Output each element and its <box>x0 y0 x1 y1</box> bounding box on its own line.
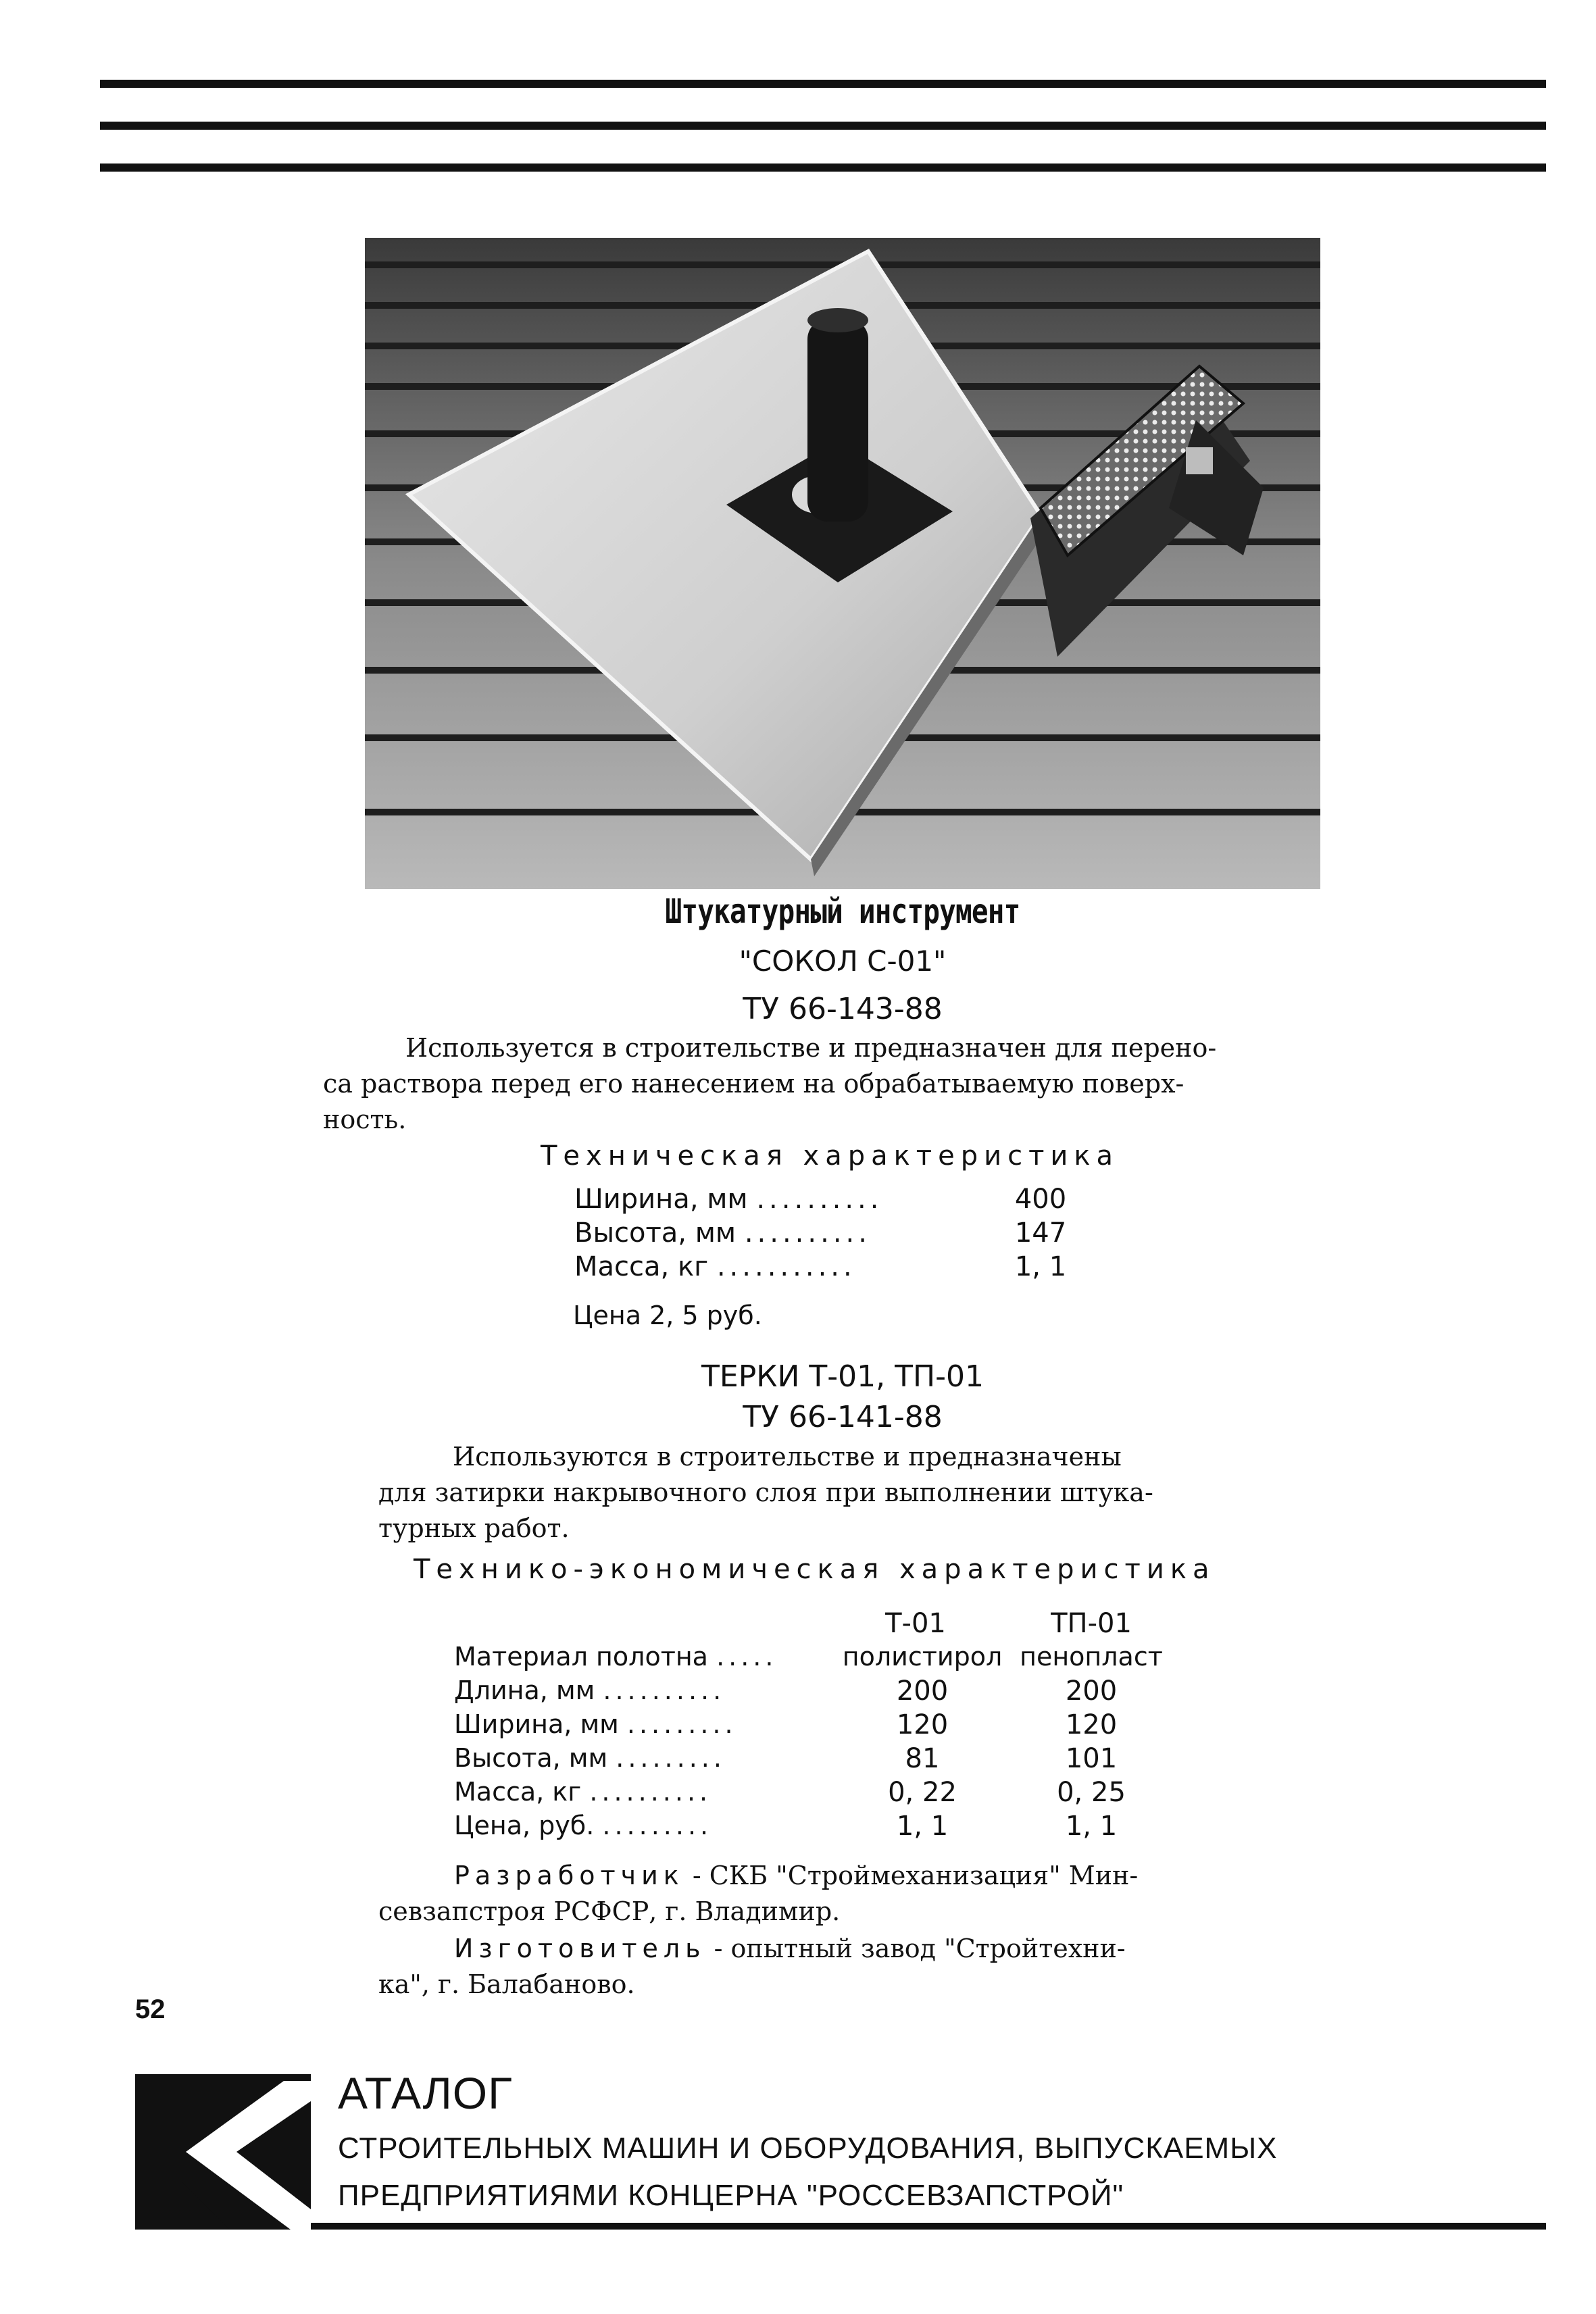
manufacturer-line2: ка", г. Балабаново. <box>378 1969 635 1999</box>
spec-dots: ......... <box>602 1811 713 1840</box>
spec-dots: .......... <box>603 1676 726 1705</box>
developer-line2: севзапстроя РСФСР, г. Владимир. <box>378 1896 841 1926</box>
spec-value: 400 <box>1014 1184 1067 1215</box>
spec-label: Ширина, мм <box>574 1184 748 1215</box>
spec-value-t01: 200 <box>896 1676 949 1707</box>
spec-value-tp01: 120 <box>1065 1709 1118 1740</box>
manufacturer-line1 <box>454 1931 1126 1966</box>
spec-value-t01: 1, 1 <box>896 1811 949 1842</box>
catalog-title: АТАЛОГ <box>338 2068 513 2118</box>
product2-tu: ТУ 66-141-88 <box>743 1400 943 1434</box>
product2-description-line3: турных работ. <box>378 1513 570 1543</box>
product1-spec-row <box>574 1217 871 1249</box>
spec-label: Масса, кг <box>574 1251 709 1282</box>
product2-description-line2: для затирки накрывочного слоя при выполнении штука- <box>378 1478 1153 1507</box>
spec-label: Ширина, мм <box>454 1709 619 1739</box>
product1-specs-heading: Техническая характеристика <box>541 1140 1120 1172</box>
catalog-subtitle-line2: ПРЕДПРИЯТИЯМИ КОНЦЕРНА "РОССЕВЗАПСТРОЙ" <box>338 2179 1124 2212</box>
catalog-k-logo <box>135 2074 311 2230</box>
spec-dots: .......... <box>756 1184 883 1215</box>
product1-description-line3: ность. <box>323 1105 407 1134</box>
product2-spec-row <box>454 1743 726 1773</box>
spec-dots: .......... <box>744 1217 871 1249</box>
spec-dots: ..... <box>716 1642 778 1671</box>
spec-label: Длина, мм <box>454 1676 595 1705</box>
product2-spec-row <box>454 1709 737 1739</box>
product-photo <box>365 238 1320 889</box>
catalog-subtitle-line1: СТРОИТЕЛЬНЫХ МАШИН И ОБОРУДОВАНИЯ, ВЫПУСКАЕМЫХ <box>338 2132 1278 2165</box>
product1-spec-row <box>574 1184 882 1215</box>
top-rule-3 <box>100 164 1546 172</box>
column-header-t01: Т-01 <box>885 1608 946 1639</box>
spec-label: Материал полотна <box>454 1642 708 1671</box>
spec-dots: ......... <box>626 1709 737 1739</box>
developer-text: - СКБ "Строймеханизация" Мин- <box>684 1861 1139 1890</box>
product1-tu: ТУ 66-143-88 <box>743 992 943 1026</box>
spec-value: 147 <box>1014 1217 1067 1249</box>
product1-price: Цена 2, 5 руб. <box>573 1301 762 1330</box>
spec-value: 1, 1 <box>1014 1251 1067 1282</box>
product2-specs-heading: Технико-экономическая характеристика <box>414 1554 1216 1585</box>
top-rule-1 <box>100 80 1546 88</box>
product2-description-line1: Используются в строительстве и предназначены <box>453 1442 1122 1472</box>
footer-rule <box>311 2223 1546 2230</box>
spec-value-tp01: 0, 25 <box>1057 1777 1126 1808</box>
spec-dots: .......... <box>589 1777 712 1807</box>
product1-title: Штукатурный инструмент <box>665 892 1020 931</box>
product1-model: "СОКОЛ С-01" <box>739 945 947 978</box>
page-number: 52 <box>135 1994 166 2024</box>
spec-label: Высота, мм <box>574 1217 737 1249</box>
spec-label: Высота, мм <box>454 1743 608 1773</box>
spec-value-t01: 0, 22 <box>888 1777 957 1808</box>
product2-spec-row <box>454 1642 777 1671</box>
spec-value-tp01: 101 <box>1065 1743 1118 1774</box>
product1-description-line1: Используется в строительстве и предназначен для перено- <box>405 1033 1217 1063</box>
product1-spec-row <box>574 1251 856 1282</box>
top-rule-2 <box>100 122 1546 130</box>
spec-dots: ........... <box>716 1251 856 1282</box>
spec-value-tp01: 200 <box>1065 1676 1118 1707</box>
product2-title: ТЕРКИ Т-01, ТП-01 <box>701 1359 984 1394</box>
column-header-tp01: ТП-01 <box>1051 1608 1132 1639</box>
spec-value-t01: полистирол <box>842 1642 1003 1671</box>
product2-spec-row <box>454 1811 712 1840</box>
manufacturer-text: - опытный завод "Стройтехни- <box>705 1934 1126 1963</box>
spec-label: Масса, кг <box>454 1777 582 1807</box>
developer-line1 <box>454 1858 1138 1893</box>
spec-value-tp01: 1, 1 <box>1065 1811 1118 1842</box>
product2-spec-row <box>454 1777 712 1807</box>
spec-value-t01: 120 <box>896 1709 949 1740</box>
spec-dots: ......... <box>616 1743 726 1773</box>
spec-value-t01: 81 <box>905 1743 940 1774</box>
product1-description-line2: са раствора перед его нанесением на обрабатываемую поверх- <box>323 1069 1184 1099</box>
spec-value-tp01: пенопласт <box>1020 1642 1163 1671</box>
spec-label: Цена, руб. <box>454 1811 595 1840</box>
manufacturer-label: Изготовитель <box>454 1934 706 1963</box>
product2-spec-row <box>454 1676 725 1705</box>
developer-label: Разработчик <box>454 1861 684 1890</box>
